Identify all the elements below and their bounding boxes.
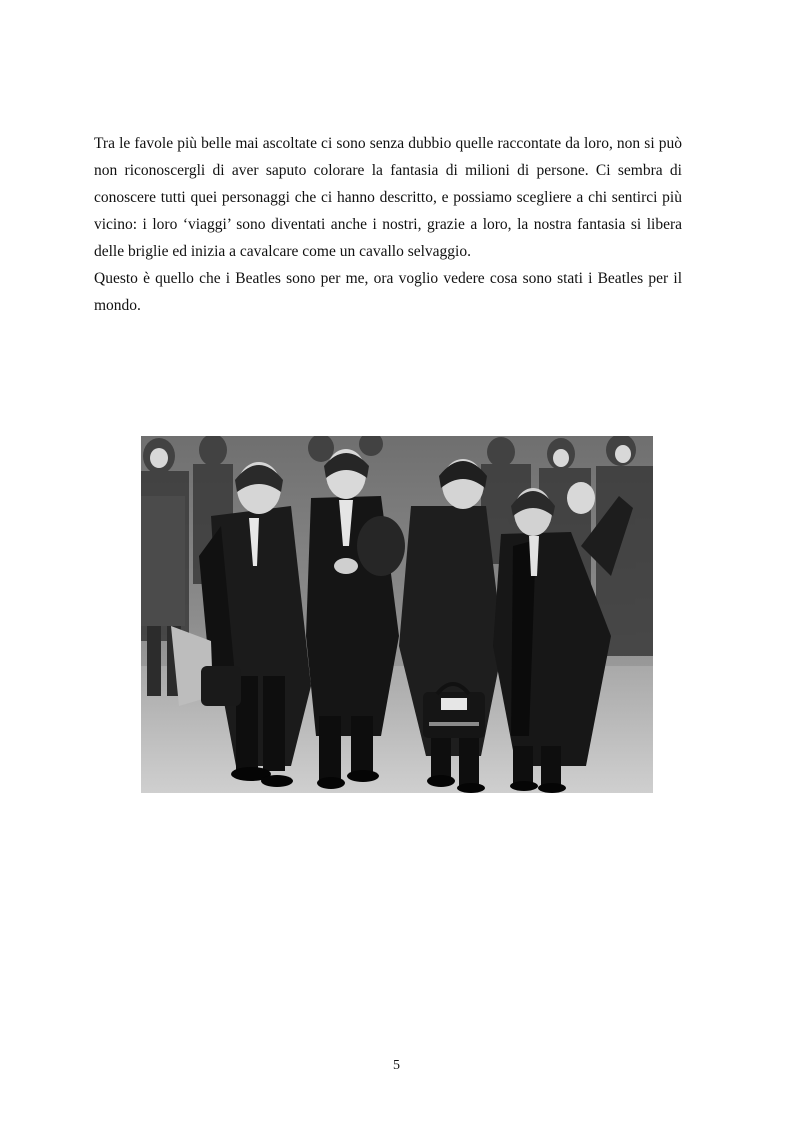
page-number: 5 [393, 1058, 400, 1073]
paragraph-favole: Tra le favole più belle mai ascoltate ci sono senza dubbio quelle raccontate da loro, non si può non riconoscergli di aver saputo colorare la fantasia di milioni di persone. Ci sembra di conoscere tutti quei personaggi che ci hanno descritto, e possiamo scegliere a chi sentirci più vicino: i loro ‘viaggi’ sono diventati anche i nostri, grazie a loro, la nostra fantasia si libera delle briglie ed inizia a cavalcare come un cavallo selvaggio. [94, 135, 682, 260]
paragraph-beatles: Questo è quello che i Beatles sono per me, ora voglio vedere cosa sono stati i Beatles per il mondo. [94, 270, 682, 314]
beatles-photo-illustration [141, 436, 653, 793]
beatles-photo [141, 436, 653, 793]
body-text [94, 130, 682, 319]
